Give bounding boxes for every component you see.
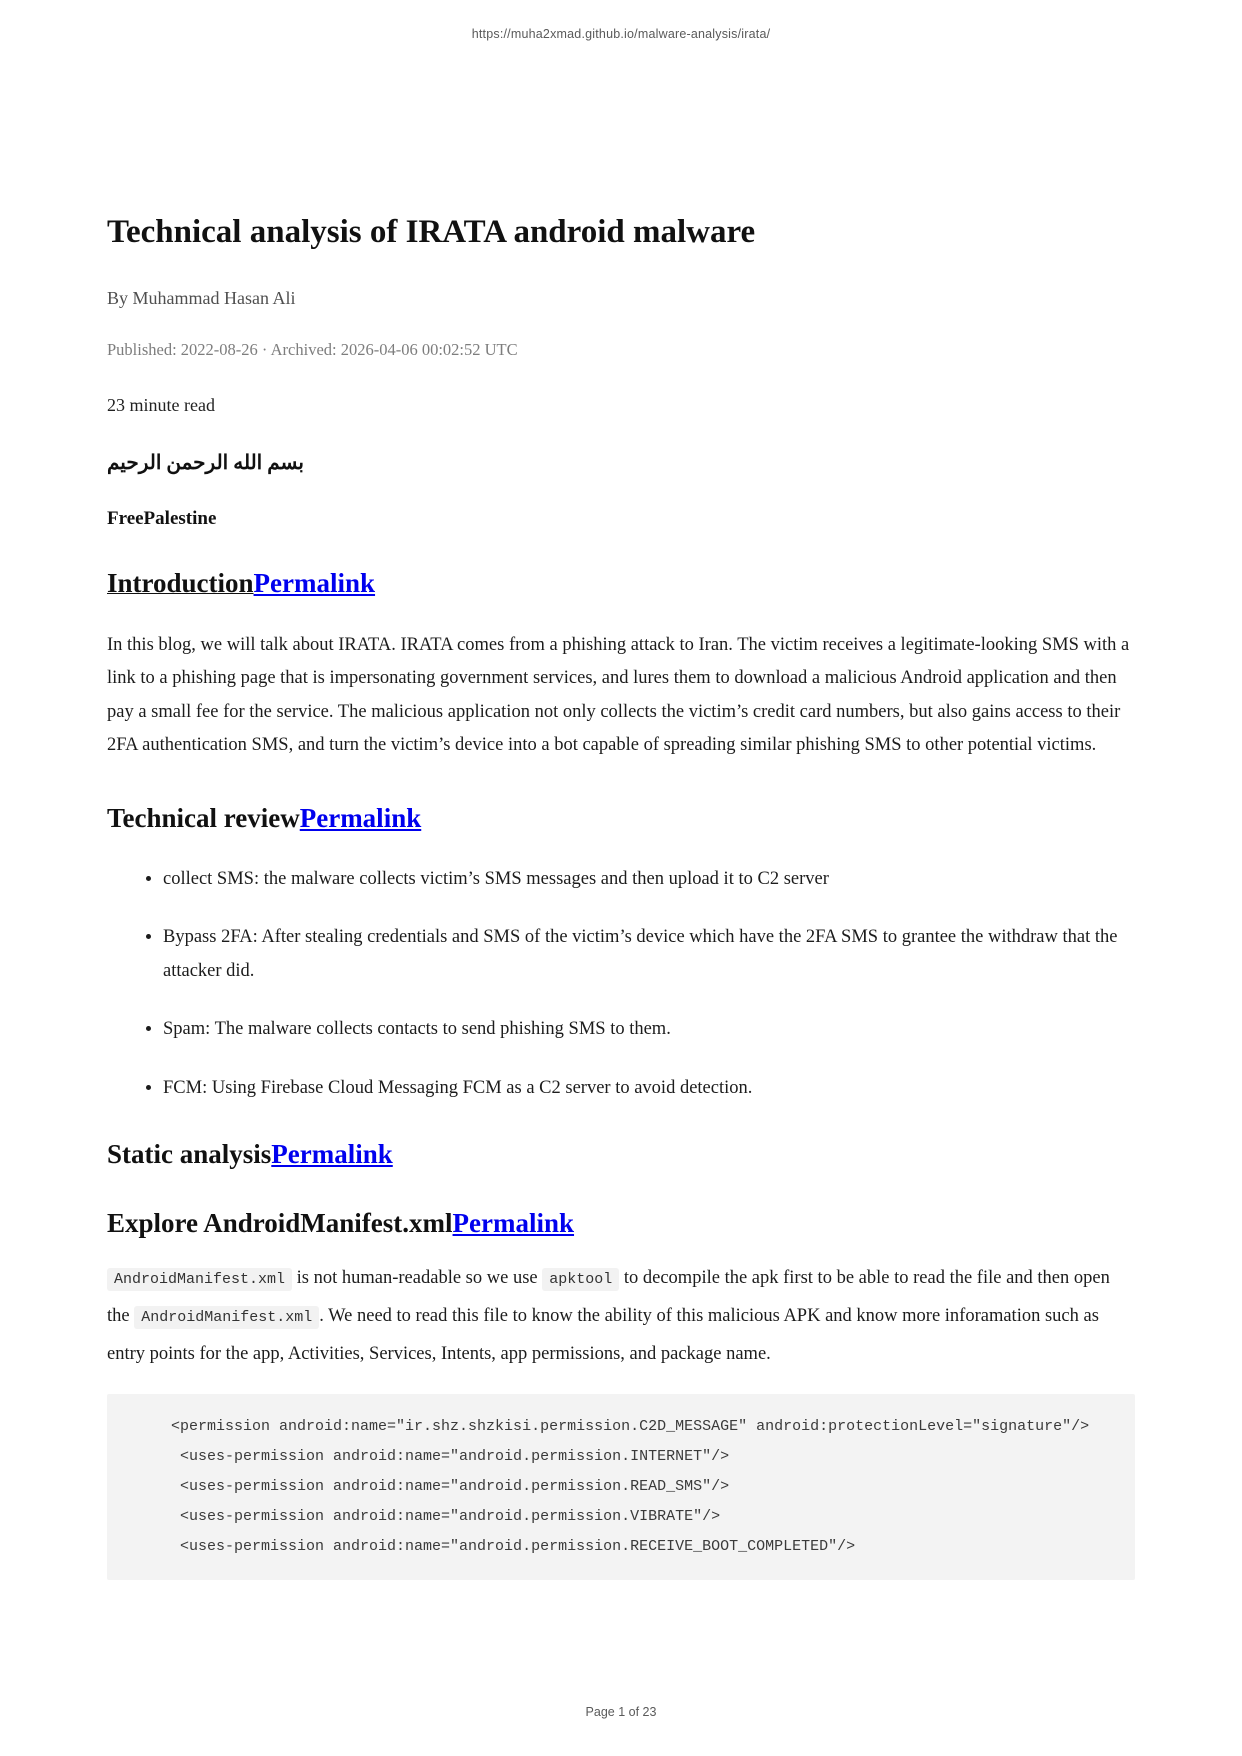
bullet-item: • Bypass 2FA: After stealing credentials and SMS of the victim’s device which have the 2FA SMS to grantee the withdraw that the attacker did. bbox=[163, 921, 1135, 988]
code-line: <uses-permission android:name="android.permission.INTERNET"/> bbox=[135, 1447, 730, 1465]
heading-explore-manifest-text: Explore AndroidManifest.xml bbox=[107, 1207, 453, 1238]
published-line: Published: 2022-08-26 · Archived: 2026-04-06 00:02:52 UTC bbox=[107, 340, 518, 360]
paragraph-text: to decompile the apk first to be able to read the file and then open the bbox=[107, 1267, 1110, 1326]
heading-explore-manifest bbox=[107, 1206, 1135, 1241]
code-line: <permission android:name="ir.shz.shzkisi.permission.C2D_MESSAGE" android:protectionLevel="signature"/> bbox=[135, 1417, 1090, 1435]
paragraph-text: . We need to read this file to know the ability of this malicious APK and know more inforamation such as entry points for the app, Activities, Services, Intents, app permissions, and package name. bbox=[107, 1305, 1099, 1364]
heading-static-analysis-text: Static analysis bbox=[107, 1139, 272, 1170]
heading-introduction-text: Introduction bbox=[107, 567, 254, 598]
page-footer: Page 1 of 23 bbox=[585, 1705, 657, 1719]
manifest-paragraph bbox=[107, 1260, 1135, 1373]
bullet-item: • FCM: Using Firebase Cloud Messaging FCM as a C2 server to avoid detection. bbox=[163, 1072, 1135, 1106]
print-url: https://muha2xmad.github.io/malware-analysis/irata/ bbox=[471, 27, 771, 41]
permalink-link-technical-review[interactable]: Permalink bbox=[299, 802, 422, 833]
article bbox=[107, 211, 1135, 1580]
code-line: <uses-permission android:name="android.permission.VIBRATE"/> bbox=[135, 1507, 721, 1525]
free-palestine-text: FreePalestine bbox=[107, 508, 217, 530]
permalink-link-static-analysis[interactable]: Permalink bbox=[271, 1139, 393, 1170]
heading-introduction bbox=[107, 566, 1135, 601]
permalink-link-explore-manifest[interactable]: Permalink bbox=[452, 1207, 575, 1238]
bullet-list bbox=[107, 863, 1135, 1106]
intro-paragraph: In this blog, we will talk about IRATA. IRATA comes from a phishing attack to Iran. The victim receives a legitimate-looking SMS with a link to a phishing page that is impersonating government services, and lures them to download a malicious Android application and then pay a small fee for the service. The malicious application not only collects the victim’s credit card numbers, but also gains access to their 2FA authentication SMS, and turn the victim’s device into a bot capable of spreading similar phishing SMS to other potential victims. bbox=[107, 634, 1130, 756]
heading-static-analysis bbox=[107, 1137, 1135, 1172]
byline: By Muhammad Hasan Ali bbox=[107, 287, 296, 308]
code-line: <uses-permission android:name="android.permission.RECEIVE_BOOT_COMPLETED"/> bbox=[135, 1537, 856, 1555]
heading-technical-review bbox=[107, 801, 1135, 836]
bismillah-text: بسم الله الرحمن الرحيم bbox=[107, 452, 304, 475]
bullet-item: • collect SMS: the malware collects victim’s SMS messages and then upload it to C2 server bbox=[163, 863, 1135, 897]
paragraph-text: is not human-readable so we use bbox=[292, 1267, 543, 1288]
inline-code: AndroidManifest.xml bbox=[134, 1306, 319, 1329]
code-block bbox=[107, 1394, 1135, 1580]
heading-technical-review-text: Technical review bbox=[107, 802, 300, 833]
inline-code: AndroidManifest.xml bbox=[107, 1268, 292, 1291]
code-line: <uses-permission android:name="android.permission.READ_SMS"/> bbox=[135, 1477, 730, 1495]
read-time: 23 minute read bbox=[107, 394, 215, 415]
inline-code: apktool bbox=[542, 1268, 619, 1291]
bullet-item: • Spam: The malware collects contacts to send phishing SMS to them. bbox=[163, 1013, 1135, 1047]
page-title: Technical analysis of IRATA android malware bbox=[107, 214, 756, 250]
permalink-link-introduction[interactable]: Permalink bbox=[253, 567, 376, 598]
